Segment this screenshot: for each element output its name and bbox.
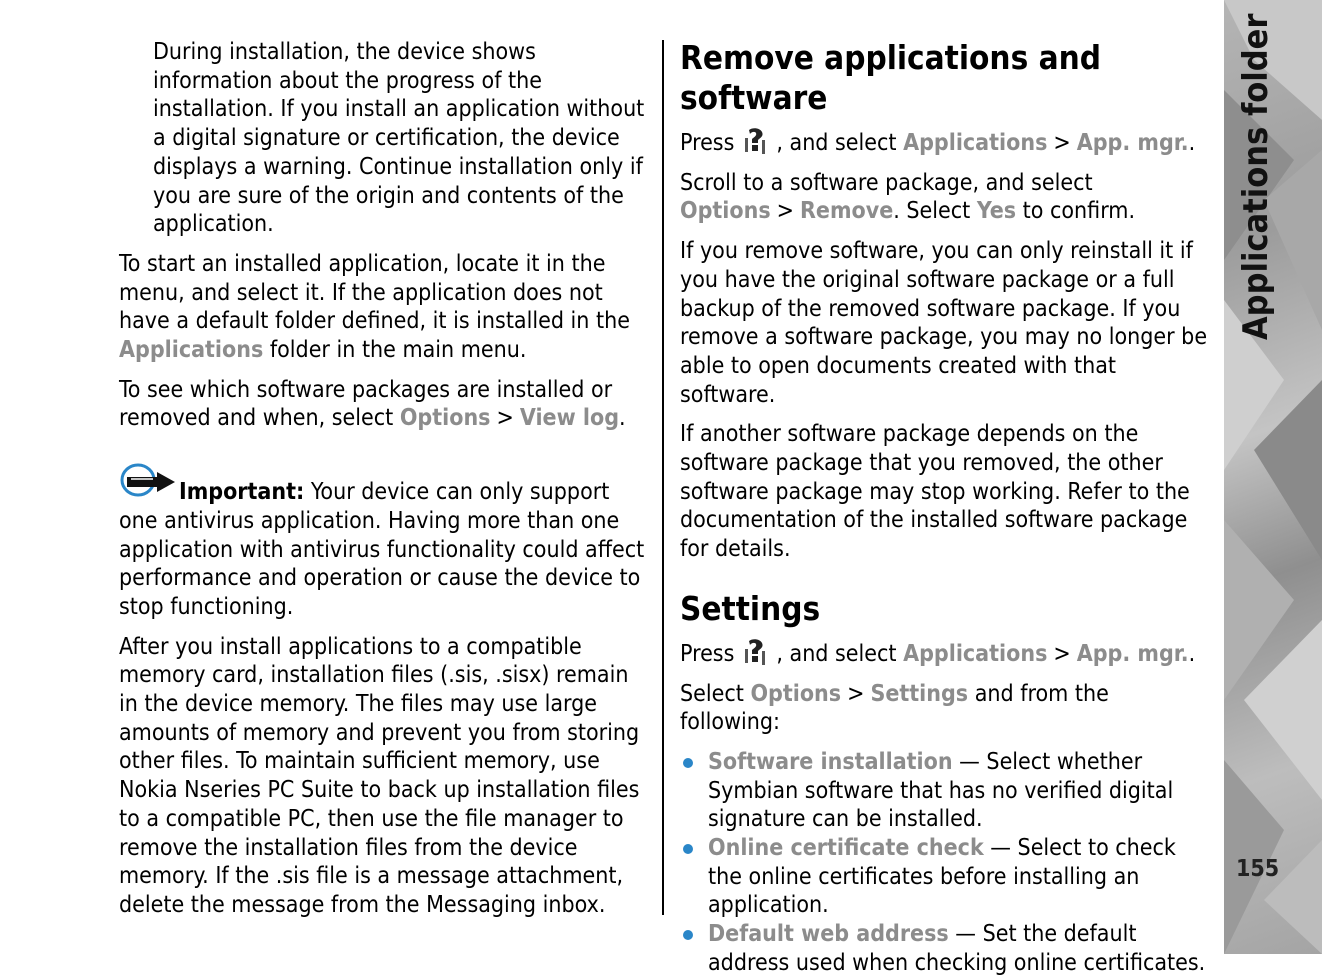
installation-progress-paragraph: During installation, the device shows information about the progress of the installation. If you install an application without a digital signature or certification, the device displays a warning. Continue installation only if you are sure of the origin and contents of the application. xyxy=(153,39,645,238)
important-note: Important: Your device can only support one antivirus application. Having more than one application with antivirus functionality could affect performance and operation or cause the device to stop functioning. xyxy=(119,459,652,622)
chapter-title: Applications folder xyxy=(1236,13,1276,340)
start-application-paragraph: To start an installed application, locate it in the menu, and select it. If the application does not have a default folder defined, it is installed in the Applications folder in the main menu. xyxy=(119,250,630,364)
settings-list xyxy=(680,748,1212,978)
reinstall-paragraph: If you remove software, you can only reinstall it if you have the original software package or a full backup of the removed software package. If you remove a software package, you may no longer be able to open documents created with that software. xyxy=(680,238,1208,408)
options-link: Options xyxy=(399,405,491,432)
bullet-icon xyxy=(683,758,693,768)
list-item: Software installation — Select whether Symbian software that has no verified digital signature can be installed. xyxy=(680,748,1212,834)
select-settings-line: Select Options > Settings and from the following: xyxy=(680,680,1109,736)
settings-heading: Settings xyxy=(680,588,821,628)
press-app-mgr-line-2: Press , and select Applications > App. mgr.. xyxy=(680,637,1212,669)
remove-applications-heading: Remove applications and software xyxy=(680,38,1101,117)
column-divider xyxy=(662,40,664,915)
view-log-paragraph: To see which software packages are installed or removed and when, select Options > View log. xyxy=(119,376,626,432)
right-column xyxy=(680,38,1212,978)
page-number: 155 xyxy=(1236,856,1280,882)
view-log-link: View log xyxy=(519,405,620,432)
list-item: Online certificate check — Select to check the online certificates before installing an application. xyxy=(680,834,1212,920)
menu-key-icon xyxy=(740,637,770,667)
left-column xyxy=(119,38,652,931)
list-item: Default web address — Set the default address used when checking online certificates. xyxy=(680,920,1212,977)
scroll-remove-paragraph: Scroll to a software package, and select Options > Remove. Select Yes to confirm. xyxy=(680,169,1136,225)
applications-link: Applications xyxy=(119,337,264,364)
bullet-icon xyxy=(683,930,693,940)
dependency-paragraph: If another software package depends on the software package that you removed, the other software package may stop working. Refer to the documentation of the installed software package for details. xyxy=(680,421,1190,563)
menu-key-icon xyxy=(740,126,770,156)
important-hand-icon xyxy=(119,459,177,503)
press-app-mgr-line-1: Press , and select Applications > App. mgr.. xyxy=(680,126,1212,158)
memory-card-paragraph: After you install applications to a compatible memory card, installation files (.sis, .sisx) remain in the device memory. The files may use large amounts of memory and prevent you from storing other files. To maintain sufficient memory, use Nokia Nseries PC Suite to back up installation files to a compatible PC, then use the file manager to remove the installation files from the device memory. If the .sis file is a message attachment, delete the message from the Messaging inbox. xyxy=(119,633,640,918)
bullet-icon xyxy=(683,844,693,854)
